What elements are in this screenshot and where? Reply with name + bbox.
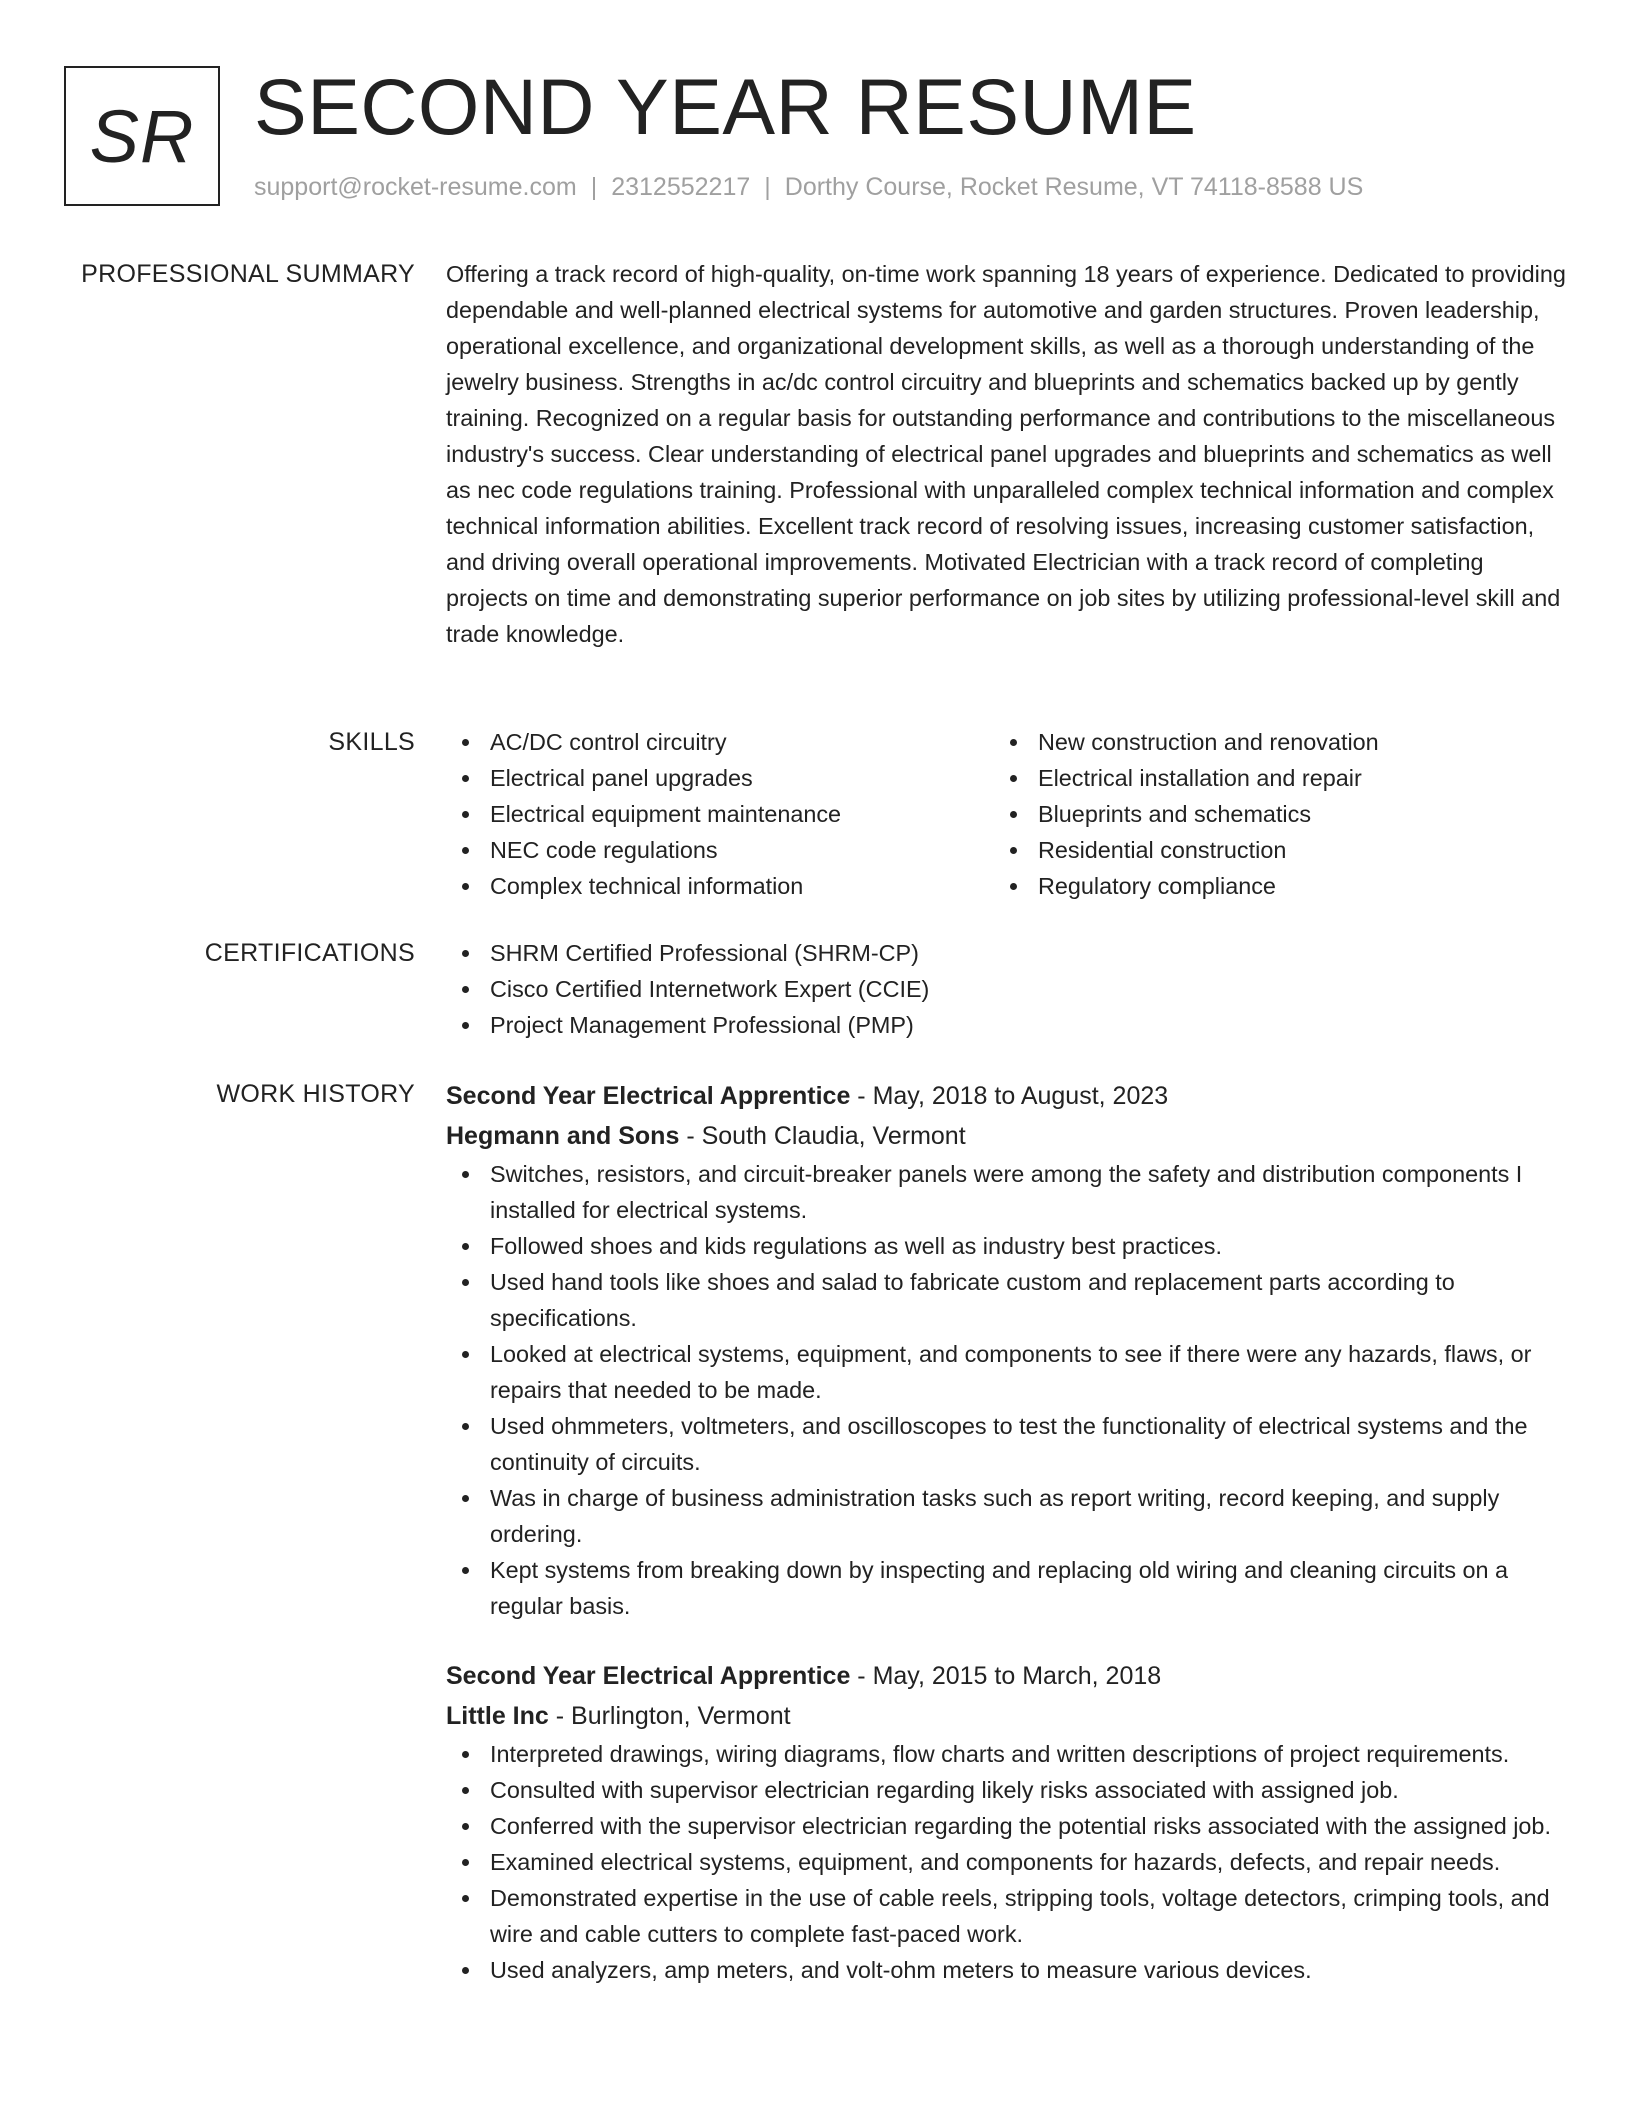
list-item: Used ohmmeters, voltmeters, and oscilloscopes to test the functionality of electrical systems and the continuity of circuits.: [446, 1408, 1568, 1480]
list-item: Residential construction: [994, 832, 1542, 868]
list-item: Was in charge of business administration tasks such as report writing, record keeping, and supply ordering.: [446, 1480, 1568, 1552]
job-company: Little Inc: [446, 1702, 549, 1730]
list-item: Consulted with supervisor electrician regarding likely risks associated with assigned job.: [446, 1772, 1568, 1808]
job-role: Second Year Electrical Apprentice: [446, 1662, 851, 1690]
contact-line: [254, 172, 1363, 202]
job-dates: - May, 2018 to August, 2023: [850, 1082, 1169, 1110]
job-entry: [446, 1076, 1568, 1624]
list-item: Electrical equipment maintenance: [446, 796, 994, 832]
contact-separator: |: [764, 173, 771, 201]
list-item: SHRM Certified Professional (SHRM-CP): [446, 935, 1568, 971]
list-item: Followed shoes and kids regulations as well as industry best practices.: [446, 1228, 1568, 1264]
list-item: New construction and renovation: [994, 724, 1542, 760]
list-item: Looked at electrical systems, equipment, and components to see if there were any hazards, flaws, or repairs that needed to be made.: [446, 1336, 1568, 1408]
job-entry: [446, 1656, 1568, 1988]
list-item: NEC code regulations: [446, 832, 994, 868]
job-bullets: [446, 1156, 1568, 1624]
contact-address: Dorthy Course, Rocket Resume, VT 74118-8588 US: [784, 173, 1364, 201]
work-history-body: [446, 1076, 1568, 1988]
list-item: Kept systems from breaking down by inspecting and replacing old wiring and cleaning circuits on a regular basis.: [446, 1552, 1568, 1624]
list-item: AC/DC control circuitry: [446, 724, 994, 760]
job-company-line: [446, 1696, 1568, 1736]
skills-list-right: [994, 724, 1542, 904]
list-item: Electrical installation and repair: [994, 760, 1542, 796]
list-item: Used analyzers, amp meters, and volt-ohm meters to measure various devices.: [446, 1952, 1568, 1988]
job-location: - South Claudia, Vermont: [679, 1122, 966, 1150]
job-company: Hegmann and Sons: [446, 1122, 680, 1150]
skills-body: [446, 724, 1568, 904]
list-item: Electrical panel upgrades: [446, 760, 994, 796]
job-dates: - May, 2015 to March, 2018: [850, 1662, 1162, 1690]
resume-name: SECOND YEAR RESUME: [254, 62, 1197, 151]
section-title-work-history: WORK HISTORY: [216, 1080, 415, 1108]
section-title-skills: SKILLS: [328, 728, 415, 756]
job-company-line: [446, 1116, 1568, 1156]
list-item: Used hand tools like shoes and salad to fabricate custom and replacement parts according to specifications.: [446, 1264, 1568, 1336]
job-role: Second Year Electrical Apprentice: [446, 1082, 851, 1110]
list-item: Project Management Professional (PMP): [446, 1007, 1568, 1043]
certifications-body: [446, 935, 1568, 1043]
list-item: Cisco Certified Internetwork Expert (CCIE): [446, 971, 1568, 1007]
section-title-certifications: CERTIFICATIONS: [204, 939, 415, 967]
list-item: Conferred with the supervisor electrician regarding the potential risks associated with the assigned job.: [446, 1808, 1568, 1844]
job-bullets: [446, 1736, 1568, 1988]
skills-list-left: [446, 724, 994, 904]
job-title-line: [446, 1656, 1568, 1696]
monogram-badge: SR: [64, 66, 220, 206]
list-item: Regulatory compliance: [994, 868, 1542, 904]
list-item: Blueprints and schematics: [994, 796, 1542, 832]
job-title-line: [446, 1076, 1568, 1116]
section-title-summary: PROFESSIONAL SUMMARY: [81, 260, 415, 288]
certifications-list: [446, 935, 1568, 1043]
contact-phone: 2312552217: [611, 173, 751, 201]
contact-email: support@rocket-resume.com: [254, 173, 577, 201]
list-item: Complex technical information: [446, 868, 994, 904]
summary-body: [446, 256, 1568, 652]
contact-separator: |: [590, 173, 598, 201]
job-location: - Burlington, Vermont: [548, 1702, 791, 1730]
list-item: Demonstrated expertise in the use of cable reels, stripping tools, voltage detectors, crimping tools, and wire and cable cutters to complete fast-paced work.: [446, 1880, 1568, 1952]
list-item: Examined electrical systems, equipment, and components for hazards, defects, and repair needs.: [446, 1844, 1568, 1880]
list-item: Switches, resistors, and circuit-breaker panels were among the safety and distribution components I installed for electrical systems.: [446, 1156, 1568, 1228]
list-item: Interpreted drawings, wiring diagrams, flow charts and written descriptions of project requirements.: [446, 1736, 1568, 1772]
summary-text: Offering a track record of high-quality, on-time work spanning 18 years of experience. Dedicated to providing dependable and well-planned electrical systems for automotive and garden structures. Proven leadership, operational excellence, and organizational development skills, as well as a thorough understanding of the jewelry business. Strengths in ac/dc control circuitry and blueprints and schematics backed up by gently training. Recognized on a regular basis for outstanding performance and contributions to the miscellaneous industry's success. Clear understanding of electrical panel upgrades and blueprints and schematics as well as nec code regulations training. Professional with unparalleled complex technical information and complex technical information abilities. Excellent track record of resolving issues, increasing customer satisfaction, and driving overall operational improvements. Motivated Electrician with a track record of completing projects on time and demonstrating superior performance on job sites by utilizing professional-level skill and trade knowledge.: [446, 261, 1566, 647]
